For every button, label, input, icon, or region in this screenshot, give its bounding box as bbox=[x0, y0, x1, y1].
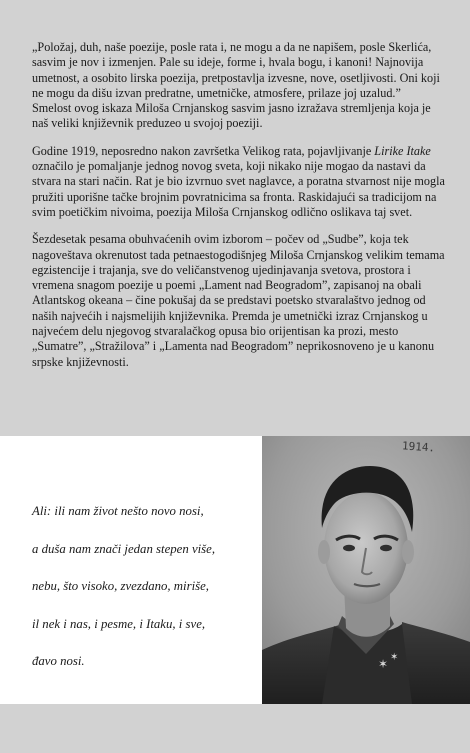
history-paragraph bbox=[32, 144, 446, 220]
bottom-gray-band bbox=[0, 704, 470, 753]
essay-text bbox=[32, 40, 446, 382]
commentary-paragraph: Smelost ovog iskaza Miloša Crnjanskog sasvim jasno izražava stremljenja koja je naš veliki književnik preduzeo u svojoj poeziji. bbox=[32, 101, 431, 131]
author-portrait-photo bbox=[262, 436, 470, 704]
handwritten-year-note: 1914. bbox=[401, 439, 436, 455]
poem-photo-panel bbox=[0, 436, 470, 704]
poem-excerpt bbox=[32, 504, 262, 692]
collar-star-icon: ✶ bbox=[378, 657, 389, 671]
collar-star-icon: ✶ bbox=[390, 652, 399, 663]
book-title-lirika-itake: Lirike Itake bbox=[374, 143, 431, 158]
history-text-start: Godine 1919, neposredno nakon završetka Velikog rata, pojavljivanje bbox=[32, 143, 375, 158]
portrait-illustration bbox=[262, 436, 470, 704]
poem-line-3: nebu, što visoko, zvezdano, miriše, bbox=[32, 579, 210, 593]
poem-line-5: đavo nosi. bbox=[32, 654, 85, 668]
history-text-end: označilo je pomaljanje jednog novog sveta, koji nikako nije mogao da nastavi da stvara na stari način. Rat je bio izvrnuo svet naglavce, a poratna stvarnost nije mogla pružiti uporišne tačke brojnim povratnicima sa fronta. Raskidajući sa tradicijom na svim poetičkim nivoima, poezija Miloša Crnjanskog odlično oslikava taj svet. bbox=[32, 159, 445, 219]
selection-paragraph: Šezdesetak pesama obuhvaćenih ovim izborom – počev od „Sudbe”, koja tek nagoveštava okrenutost tada petnaestogodišnjeg Miloša Crnjanskog velikim temama egzistencije i trajanja, sve do veličanstvenog ujedinjavanja svetova, prostora i vremena snagom poezije u poemi „Lament nad Beogradom”, zapisanoj na obali Atlantskog okeana – čine pokušaj da se predstavi poetsko stvaralaštvo jednog od naših najvećih i najsmelijih književnika. Premda je umetnički izraz Crnjanskog u najvećem delu njegovog stvaralačkog opusa bio orijentisan ka prozi, mesto „Sumatre”, „Stražilova” i „Lamenta nad Beogradom” neprikosnoveno je u kanonu srpske književnosti. bbox=[32, 232, 445, 369]
quote-paragraph: „Položaj, duh, naše poezije, posle rata i, ne mogu a da ne napišem, posle Skerlića, sasvim je nov i izmenjen. Pale su ideje, forme i, hvala bogu, i kanoni! Najnovija umetnost, a osobito lirska poezija, pretpostavlja izvesne, nove, osetljivosti. Oni koji ne mogu da dišu izvan predratne, umetničke, atmosfere, prilaze joj uzalud.” bbox=[32, 40, 440, 100]
poem-line-2: a duša nam znači jedan stepen više, bbox=[32, 541, 216, 556]
poem-line-1: Ali: ili nam život nešto novo nosi, bbox=[32, 504, 204, 518]
poem-line-4: il nek i nas, i pesme, i Itaku, i sve, bbox=[32, 616, 206, 631]
